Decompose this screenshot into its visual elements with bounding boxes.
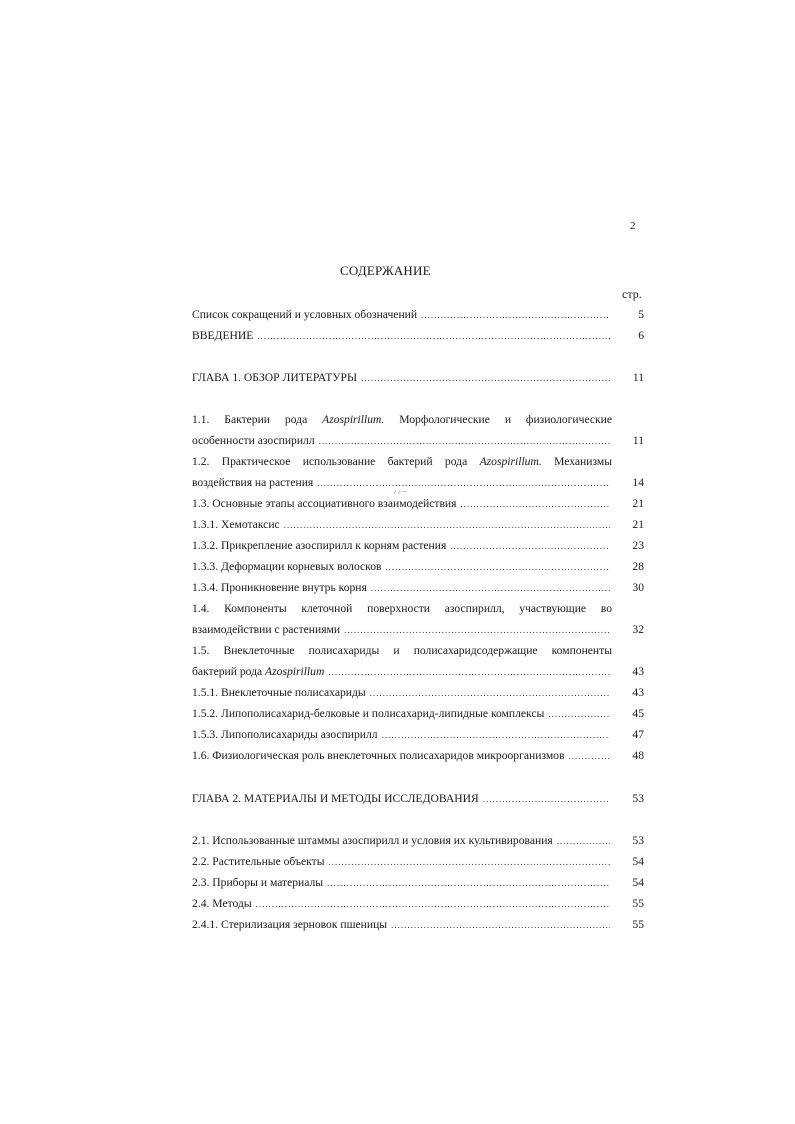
- toc-entry-s1-5-3: [192, 724, 644, 745]
- toc-entry-page: 54: [632, 855, 644, 868]
- toc-entry-s1-4: [192, 598, 644, 640]
- dot-leader: [548, 704, 610, 725]
- toc-entry-page: 6: [638, 329, 644, 342]
- toc-entry-s1-3-2: [192, 535, 644, 556]
- dot-leader: [328, 662, 610, 683]
- toc-entry-page: 53: [632, 792, 644, 805]
- toc-entry-title: 2.2. Растительные объекты: [192, 855, 325, 868]
- toc-entry-title: 2.1. Использованные штаммы азоспирилл и условия их культивирования: [192, 834, 553, 847]
- dot-leader: [450, 536, 610, 557]
- toc-entry-page: 45: [632, 707, 644, 720]
- toc-entry-s1-3-1: [192, 514, 644, 535]
- toc-entry-abbr: [192, 304, 644, 325]
- dot-leader: [568, 746, 610, 767]
- toc-entry-title: 1.3.3. Деформации корневых волосков: [192, 560, 382, 573]
- dot-leader: [361, 368, 610, 389]
- toc-entry-page: 54: [632, 876, 644, 889]
- toc-entry-title: 2.4. Методы: [192, 897, 252, 910]
- toc-entry-title: ГЛАВА 1. ОБЗОР ЛИТЕРАТУРЫ: [192, 371, 358, 384]
- dot-leader: [319, 431, 610, 452]
- toc-entry-s1-3-4: [192, 577, 644, 598]
- toc-entry-title: бактерий рода Azospirillum: [192, 665, 325, 678]
- toc-entry-page: 21: [632, 518, 644, 531]
- dot-leader: [256, 894, 610, 915]
- toc-entry-s2-1: [192, 830, 644, 851]
- toc-entry-ch2: [192, 788, 644, 809]
- toc-entry-page: 30: [632, 581, 644, 594]
- toc-entry-s1-5-2: [192, 703, 644, 724]
- toc-entry-title: 1.5.2. Липополисахарид-белковые и полисахарид-липидные комплексы: [192, 707, 545, 720]
- scan-artifact: ·̇ ·̈ ⁻: [393, 489, 407, 498]
- toc-entry-page: 47: [632, 728, 644, 741]
- toc-entry-title: особенности азоспирилл: [192, 434, 315, 447]
- toc-entry-page: 23: [632, 539, 644, 552]
- toc-entry-page: 53: [632, 834, 644, 847]
- dot-leader: [344, 620, 610, 641]
- toc-entry-page: 43: [632, 665, 644, 678]
- toc-entry-page: 5: [638, 308, 644, 321]
- toc-entry-title: 1.5.1. Внеклеточные полисахариды: [192, 686, 366, 699]
- toc-entry-title: 1.3.2. Прикрепление азоспирилл к корням растения: [192, 539, 447, 552]
- toc-entry-title-line: 1.1. Бактерии рода Azospirillum. Морфологические и физиологические: [192, 413, 613, 426]
- toc-entry-s1-5-1: [192, 682, 644, 703]
- toc-entry-page: 28: [632, 560, 644, 573]
- dot-leader: [386, 557, 611, 578]
- dot-leader: [460, 494, 610, 515]
- toc-entry-title: ГЛАВА 2. МАТЕРИАЛЫ И МЕТОДЫ ИССЛЕДОВАНИЯ: [192, 792, 479, 805]
- toc-entry-page: 11: [632, 371, 644, 384]
- toc-entry-s1-6: [192, 745, 644, 766]
- dot-leader: [371, 578, 610, 599]
- toc-entry-s2-4-1: [192, 914, 644, 935]
- toc-entry-title: 1.5.3. Липополисахариды азоспирилл: [192, 728, 378, 741]
- dot-leader: [257, 326, 610, 347]
- toc-entry-s1-1: [192, 409, 644, 451]
- toc-entry-page: 21: [632, 497, 644, 510]
- toc-entry-s2-3: [192, 872, 644, 893]
- toc-entry-s1-3-3: [192, 556, 644, 577]
- toc-entry-title: 1.6. Физиологическая роль внеклеточных полисахаридов микроорганизмов: [192, 749, 565, 762]
- toc-entry-page: 14: [632, 476, 644, 489]
- toc-entry-title-line: 1.2. Практическое использование бактерий рода Azospirillum. Механизмы: [192, 455, 612, 468]
- toc-entry-s1-5: [192, 640, 644, 682]
- toc-entry-page: 48: [632, 749, 644, 762]
- dot-leader: [370, 683, 610, 704]
- toc-entry-title-line: 1.4. Компоненты клеточной поверхности азоспирилл, участвующие во: [192, 602, 612, 615]
- toc-entry-title: воздействия на растения: [192, 476, 314, 489]
- dot-leader: [483, 789, 610, 810]
- dot-leader: [327, 873, 610, 894]
- dot-leader: [329, 852, 610, 873]
- toc-entry-title: 2.3. Приборы и материалы: [192, 876, 324, 889]
- page-number: 2: [630, 220, 636, 232]
- toc-entry-page: 55: [632, 918, 644, 931]
- dot-leader: [317, 473, 610, 494]
- toc-entry-title: ВВЕДЕНИЕ: [192, 329, 254, 342]
- page-column-header: стр.: [622, 287, 642, 301]
- toc-entry-title: Список сокращений и условных обозначений: [192, 308, 418, 321]
- toc-entry-title: взаимодействии с растениями: [192, 623, 341, 636]
- toc-entry-title-line: 1.5. Внеклеточные полисахариды и полисахаридсодержащие компоненты: [192, 644, 612, 657]
- toc-entry-title: 1.3.1. Хемотаксис: [192, 518, 280, 531]
- toc-entry-intro: [192, 325, 644, 346]
- dot-leader: [421, 305, 610, 326]
- toc-entry-s2-2: [192, 851, 644, 872]
- dot-leader: [284, 515, 610, 536]
- toc-entry-page: 55: [632, 897, 644, 910]
- page-title: СОДЕРЖАНИЕ: [340, 263, 431, 278]
- toc-entry-title: 1.3. Основные этапы ассоциативного взаимодействия: [192, 497, 457, 510]
- toc-entry-s1-2: [192, 451, 644, 493]
- table-of-contents: [192, 304, 644, 935]
- toc-entry-s1-3: [192, 493, 644, 514]
- toc-entry-s2-4: [192, 893, 644, 914]
- dot-leader: [557, 831, 610, 852]
- dot-leader: [382, 725, 610, 746]
- toc-entry-page: 43: [632, 686, 644, 699]
- toc-entry-page: 32: [632, 623, 644, 636]
- toc-entry-page: 11: [632, 434, 644, 447]
- toc-entry-ch1: [192, 367, 644, 388]
- toc-entry-title: 2.4.1. Стерилизация зерновок пшеницы: [192, 918, 388, 931]
- dot-leader: [391, 915, 610, 936]
- toc-entry-title: 1.3.4. Проникновение внутрь корня: [192, 581, 367, 594]
